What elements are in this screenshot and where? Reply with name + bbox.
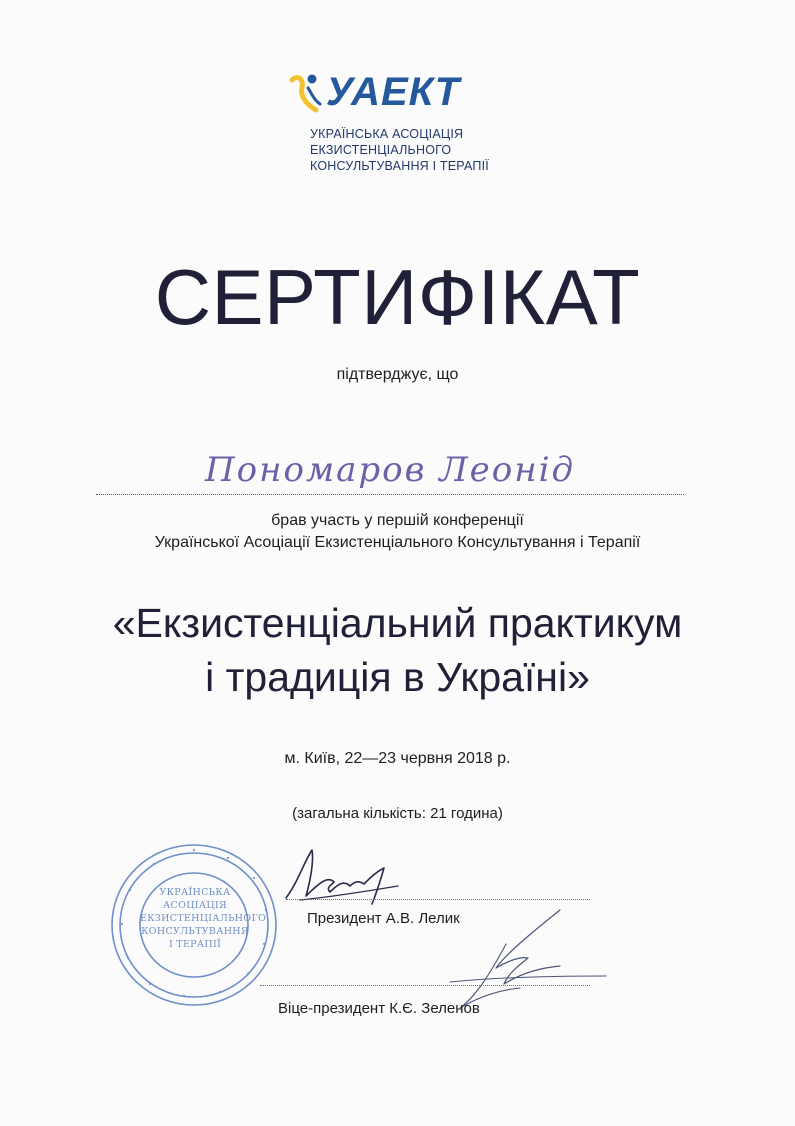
logo-organization-name [310,126,489,174]
stamp-line-1: УКРАЇНСЬКА [159,887,231,898]
confirm-text: підтверджує, що [336,366,459,383]
organization-logo [286,66,546,186]
place-and-date: м. Київ, 22—23 червня 2018 р. [284,750,511,767]
participation-text [0,510,795,554]
participation-line-2: Української Асоціації Екзистенціального Консультування і Терапії [154,534,641,551]
president-label: Президент А.В. Лелик [307,910,460,927]
name-dotted-line [96,494,684,495]
stamp-line-3: ЕКЗИСТЕНЦІАЛЬНОГО [140,913,267,924]
stamp-line-5: І ТЕРАПІЇ [168,939,222,950]
logo-line-1: УКРАЇНСЬКА АСОЦІАЦІЯ [310,127,464,141]
conference-name-line-2: і традиція в Україні» [205,654,590,700]
vice-president-signature-line [260,985,590,986]
total-hours: (загальна кількість: 21 година) [292,805,503,822]
president-signature-line [286,899,590,900]
stamp-center-text [140,886,267,951]
logo-line-2: ЕКЗИСТЕНЦІАЛЬНОГО [310,143,452,157]
participation-line-1: брав участь у першій конференції [271,512,524,529]
stamp-line-4: КОНСУЛЬТУВАННЯ [141,926,249,937]
president-signature [280,842,420,912]
conference-name-line-1: «Екзистенціальний практикум [112,600,683,646]
logo-abbreviation: УАЕКТ [326,70,461,114]
certificate-title: СЕРТИФІКАТ [154,253,641,341]
logo-line-3: КОНСУЛЬТУВАННЯ І ТЕРАПІЇ [310,159,489,173]
vice-president-label: Віце-президент К.Є. Зеленов [278,1000,480,1017]
conference-name [0,596,795,704]
recipient-name: Пономаров Леонід [204,450,576,490]
stamp-line-2: АСОЦІАЦІЯ [163,900,227,911]
